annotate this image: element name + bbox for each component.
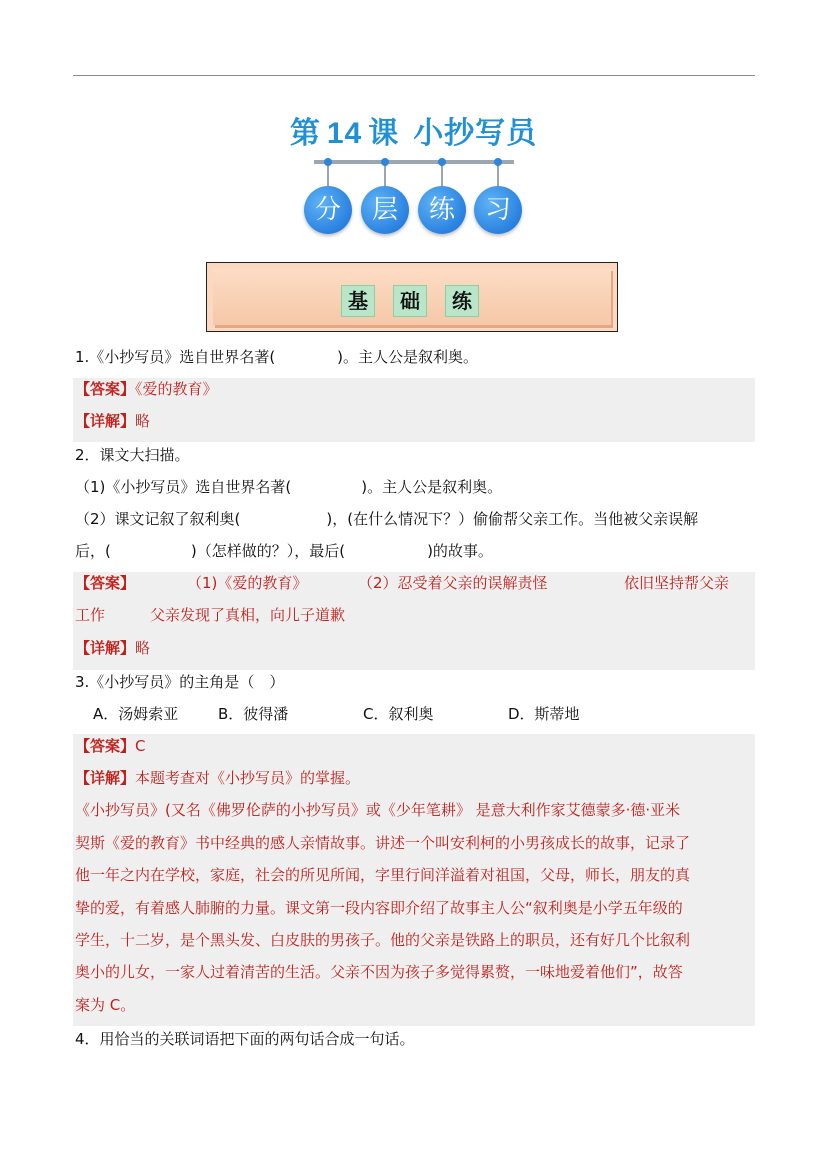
q2-sub2-line2: 后，( )（怎样做的？），最后( )的故事。 <box>75 542 493 560</box>
title-number: 14 <box>326 117 363 150</box>
chip-ji: 基 <box>341 285 375 317</box>
q3-explanation-line: 案为 C。 <box>75 996 136 1014</box>
q1-stem: 1.《小抄写员》选自世界名著( )。主人公是叙利奥。 <box>75 348 479 366</box>
title-part3: 小抄写员 <box>413 116 538 151</box>
q2-detail: 【详解】略 <box>75 639 151 657</box>
q3-explanation-line: 契斯《爱的教育》书中经典的感人亲情故事。讲述一个叫安利柯的小男孩成长的故事，记录了 <box>75 834 691 852</box>
q3-option-c: C．叙利奥 <box>363 705 434 723</box>
decor-bar <box>314 160 514 164</box>
section-banner <box>206 262 618 332</box>
q2-answer-line2: 工作 父亲发现了真相，向儿子道歉 <box>75 606 346 624</box>
q3-answer: 【答案】C <box>75 737 146 755</box>
circle-fen: 分 <box>304 186 352 234</box>
title-part2: 课 <box>368 116 400 151</box>
q3-explanation-line: 挚的爱，有着感人肺腑的力量。课文第一段内容即介绍了故事主人公“叙利奥是小学五年级的 <box>75 899 683 917</box>
decor-dot <box>438 158 446 166</box>
decor-dot <box>381 158 389 166</box>
q2-stem: 2．课文大扫描。 <box>75 446 190 464</box>
q2-sub2-line1: （2）课文记叙了叙利奥( )，(在什么情况下？）偷偷帮父亲工作。当他被父亲误解 <box>75 510 699 528</box>
q3-explanation-line: 学生，十二岁，是个黑头发、白皮肤的男孩子。他的父亲是铁路上的职员，还有好几个比叙利 <box>75 931 691 949</box>
q4-stem: 4．用恰当的关联词语把下面的两句话合成一句话。 <box>75 1030 415 1048</box>
q3-option-a: A．汤姆索亚 <box>93 705 179 723</box>
q3-option-d: D．斯蒂地 <box>508 705 580 723</box>
lesson-title <box>0 108 827 152</box>
q3-option-b: B．彼得潘 <box>218 705 289 723</box>
q1-detail: 【详解】略 <box>75 412 151 430</box>
q2-answer-line1: 【答案】 （1)《爱的教育》 （2）忍受着父亲的误解责怪 依旧坚持帮父亲 <box>75 574 730 592</box>
section-banner-inner <box>213 268 611 325</box>
chip-lian: 练 <box>445 285 479 317</box>
chip-chu: 础 <box>393 285 427 317</box>
decor-dot <box>324 158 332 166</box>
circle-xi: 习 <box>474 186 522 234</box>
q3-detail: 【详解】本题考查对《小抄写员》的掌握。 <box>75 769 361 787</box>
decor-dot <box>494 158 502 166</box>
q3-explanation-line: 他一年之内在学校，家庭，社会的所见所闻，字里行间洋溢着对祖国，父母，师长，朋友的真 <box>75 866 691 884</box>
title-part1: 第 <box>289 116 321 151</box>
q3-stem: 3.《小抄写员》的主角是（ ） <box>75 673 285 691</box>
q2-sub1: （1)《小抄写员》选自世界名著( )。主人公是叙利奥。 <box>75 478 503 496</box>
circle-ceng: 层 <box>361 186 409 234</box>
q1-answer: 【答案】《爱的教育》 <box>75 380 218 398</box>
q3-explanation-line: 奥小的儿女，一家人过着清苦的生活。父亲不因为孩子多觉得累赘，一味地爱着他们”，故答 <box>75 963 683 981</box>
q3-explanation-line: 《小抄写员》(又名《佛罗伦萨的小抄写员》或《少年笔耕》 是意大利作家艾德蒙多·德·亚米 <box>75 801 681 819</box>
top-rule <box>73 75 755 76</box>
circle-lian: 练 <box>418 186 466 234</box>
